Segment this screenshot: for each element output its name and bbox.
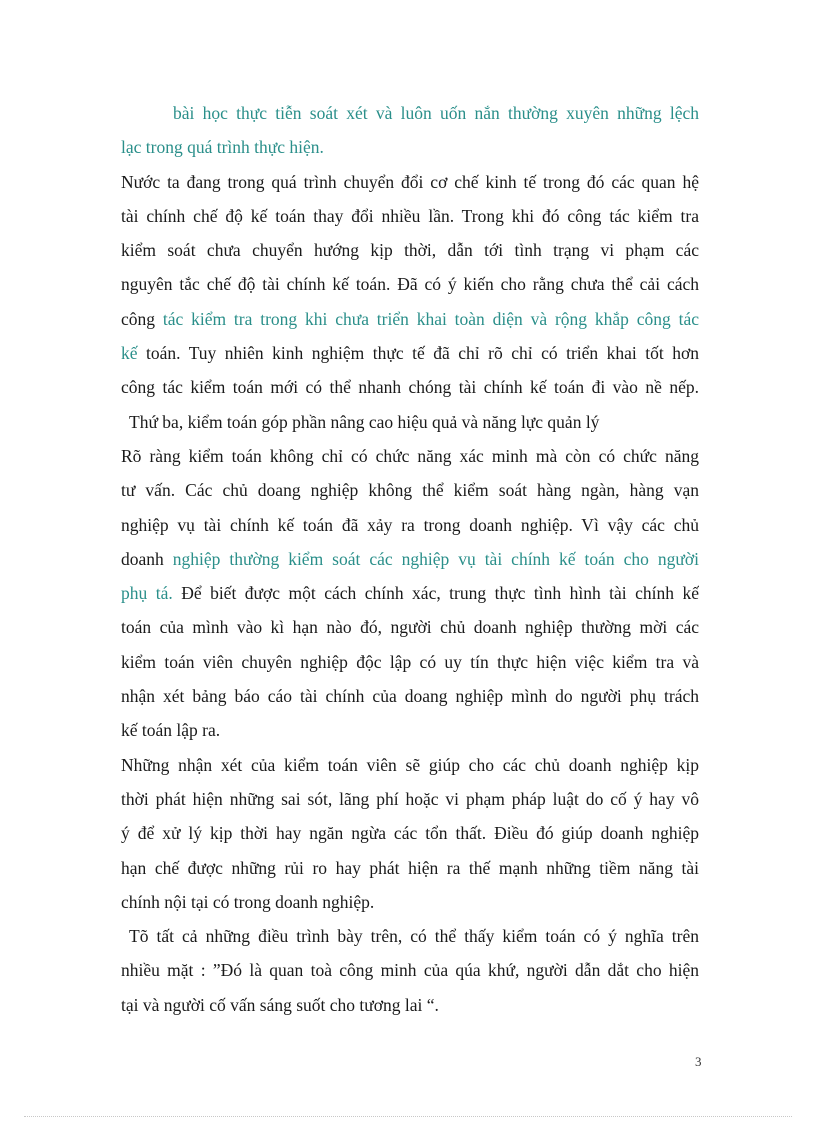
text-segment: Để biết được một cách chính xác, trung thực tình hình tài chính kế (172, 583, 699, 604)
text-segment: thời phát hiện những sai sót, lãng phí hoặc vi phạm pháp luật do cố ý hay vô (121, 788, 699, 809)
text-line (121, 542, 699, 576)
text-line (121, 96, 699, 130)
text-line (121, 919, 699, 953)
page-number: 3 (695, 1054, 702, 1069)
text-line (121, 816, 699, 850)
highlighted-text: tác kiểm tra trong khi chưa triển khai toàn diện và rộng khắp công tác (162, 308, 699, 329)
text-segment: công tác kiểm toán mới có thể nhanh chóng tài chính kế toán đi vào nề nếp. (121, 377, 699, 398)
highlighted-text: lạc trong quá trình thực hiện. (121, 137, 324, 158)
text-segment: nhận xét bảng báo cáo tài chính của doang nghiệp mình do người phụ trách (121, 686, 699, 707)
text-line (121, 610, 699, 644)
text-segment: Rõ ràng kiểm toán không chỉ có chức năng xác minh mà còn có chức năng (121, 445, 699, 466)
text-line (121, 576, 699, 610)
body-text (121, 96, 699, 1022)
text-segment: toán. Tuy nhiên kinh nghiệm thực tế đã chỉ rõ chỉ có triển khai tốt hơn (137, 343, 699, 364)
highlighted-text: nghiệp thường kiểm soát các nghiệp vụ tài chính kế toán cho người (172, 548, 699, 569)
text-line (121, 885, 699, 919)
text-segment: tại và người cố vấn sáng suốt cho tương lai “. (121, 994, 439, 1015)
text-line (121, 782, 699, 816)
text-segment: tư vấn. Các chủ doang nghiệp không thể kiểm soát hàng ngàn, hàng vạn (121, 480, 699, 501)
highlighted-text: kế (121, 343, 138, 364)
text-segment: Những nhận xét của kiểm toán viên sẽ giúp cho các chủ doanh nghiệp kịp (121, 754, 699, 775)
text-line (121, 267, 699, 301)
highlighted-text: phụ tá. (121, 583, 173, 604)
text-line (121, 988, 699, 1022)
text-segment: Nước ta đang trong quá trình chuyển đổi cơ chế kinh tế trong đó các quan hệ (121, 171, 699, 192)
text-line (121, 953, 699, 987)
text-segment: ý để xử lý kịp thời hay ngăn ngừa các tổn thất. Điều đó giúp doanh nghiệp (121, 823, 699, 844)
text-line (121, 370, 699, 404)
page-bottom-rule (24, 1116, 792, 1117)
text-line (121, 713, 699, 747)
text-segment: kiểm soát chưa chuyển hướng kịp thời, dẫn tới tình trạng vi phạm các (121, 240, 699, 261)
text-segment: chính nội tại có trong doanh nghiệp. (121, 891, 375, 912)
text-line (121, 748, 699, 782)
text-segment: hạn chế được những rủi ro hay phát hiện ra thế mạnh những tiềm năng tài (121, 857, 699, 878)
text-line (121, 473, 699, 507)
text-line (121, 302, 699, 336)
text-line (121, 336, 699, 370)
text-line (121, 439, 699, 473)
text-line (121, 508, 699, 542)
text-line (121, 130, 699, 164)
text-segment: nhiều mặt : ”Đó là quan toà công minh của qúa khứ, người dẫn dắt cho hiện (121, 960, 699, 981)
text-segment: kiểm toán viên chuyên nghiệp độc lập có uy tín thực hiện việc kiểm tra và (121, 651, 699, 672)
text-segment: Thứ ba, kiểm toán góp phần nâng cao hiệu quả và năng lực quản lý (129, 411, 600, 432)
text-segment: tài chính chế độ kế toán thay đổi nhiều lần. Trong khi đó công tác kiểm tra (121, 205, 699, 226)
text-segment: kế toán lập ra. (121, 720, 221, 741)
text-line (121, 645, 699, 679)
text-segment: doanh (121, 548, 173, 569)
text-line (121, 233, 699, 267)
text-line (121, 851, 699, 885)
text-segment: Tõ tất cả những điều trình bày trên, có thể thấy kiểm toán có ý nghĩa trên (129, 926, 699, 947)
text-line (121, 165, 699, 199)
highlighted-text: bài học thực tiễn soát xét và luôn uốn nắn thường xuyên những lệch (173, 103, 699, 123)
text-segment: công (121, 308, 163, 329)
text-segment: nguyên tắc chế độ tài chính kế toán. Đã có ý kiến cho rằng chưa thể cải cách (121, 274, 699, 295)
text-line (121, 199, 699, 233)
text-line (121, 679, 699, 713)
text-segment: toán của mình vào kì hạn nào đó, người chủ doanh nghiệp thường mời các (121, 617, 699, 638)
text-segment: nghiệp vụ tài chính kế toán đã xảy ra trong doanh nghiệp. Vì vậy các chủ (121, 514, 699, 535)
text-line (121, 405, 699, 439)
